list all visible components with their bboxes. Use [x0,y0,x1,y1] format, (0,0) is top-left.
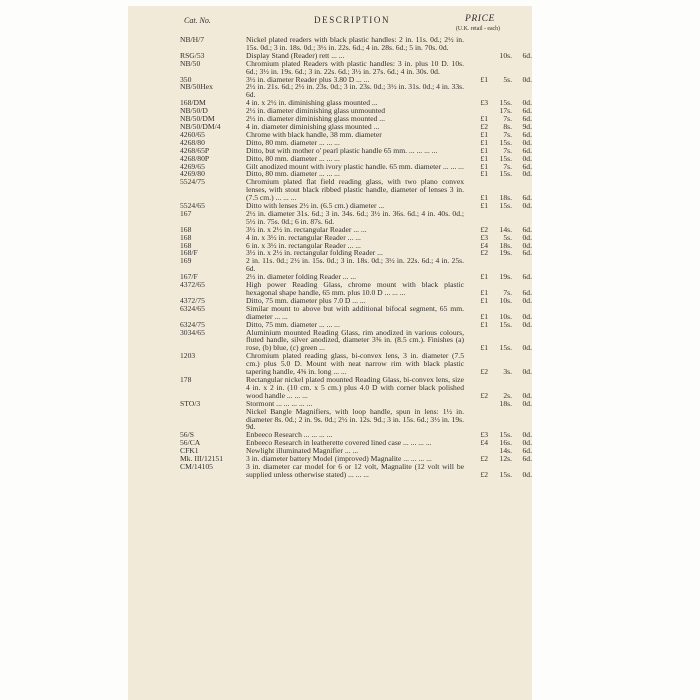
price-pounds: £1 [480,169,488,179]
price-shillings: 7s. [503,129,512,139]
cat-no-cell: NB/H/7 [180,35,205,44]
price-cell [466,297,532,305]
price-pounds: £1 [480,153,488,163]
price-pence: 0d. [522,438,532,448]
price-pounds: £3 [480,98,488,108]
price-shillings: 14s. [499,446,512,456]
column-header [128,6,532,36]
price-shillings: 10s. [499,50,512,60]
description-cell: Ditto, 75 mm. diameter plus 7.0 D ... ... [246,295,366,305]
price-pence: 0d. [522,201,532,211]
cat-no-cell: 5524/65 [180,201,205,211]
description-heading: DESCRIPTION [314,15,391,25]
price-pounds: £1 [480,288,488,297]
cat-no-cell: 1203 [180,351,196,361]
description-cell: 4 in. x 3½ in. rectangular Reader ... ... [246,232,361,242]
description-cell: 2½ in. diameter 31s. 6d.; 3 in. 34s. 6d.; 3½ in. 36s. 6d.; 4 in. 40s. 0d.; 5½ in. 75s. 0d.; 6 in. 87s. 6d. [246,208,464,226]
description-cell: 2 in. 11s. 0d.; 2½ in. 15s. 0d.; 3 in. 18s. 0d.; 3½ in. 22s. 6d.; 4 in. 25s. 6d. [246,256,464,274]
price-pence: 0d. [522,469,532,479]
cat-no-cell: 4372/65 [180,280,205,290]
price-pence: 0d. [522,74,532,84]
description-cell: 3½ in. x 2½ in. rectangular Reader ... ... [246,224,367,234]
price-cell [466,170,532,178]
price-cell [466,52,532,60]
price-shillings: 19s. [499,272,512,282]
price-shillings: 5s. [503,232,512,242]
price-pounds: £1 [480,343,488,353]
price-pounds: £1 [480,137,488,147]
cat-no-cell: Mk. III/12151 [180,454,224,464]
price-shillings: 19s. [499,248,512,258]
price-shillings: 7s. [503,288,512,297]
cat-no-cell: 167 [180,208,192,218]
cat-no-cell: 168/DM [180,98,206,108]
description-cell: Ditto, 80 mm. diameter ... ... ... [246,153,340,163]
price-pounds: £1 [480,114,488,124]
table-row [128,83,532,99]
price-pence: 0d. [522,430,532,440]
price-pence: 6d. [522,248,532,258]
price-pence: 6d. [522,224,532,234]
price-pounds: £4 [480,438,488,448]
description-cell: 3½ in. diameter Reader plus 3.80 D ... ... [246,74,370,84]
price-pounds: £3 [480,232,488,242]
price-cell [466,76,532,84]
price-pence: 0d. [522,240,532,250]
price-cell [466,471,532,479]
price-shillings: 15s. [499,430,512,440]
price-shillings: 2s. [503,390,512,400]
price-shillings: 15s. [499,137,512,147]
price-pounds: £1 [480,319,488,329]
price-pence: 0d. [522,137,532,147]
description-cell: 4 in. x 2½ in. diminishing glass mounted ... [246,98,378,108]
price-pence: 6d. [522,114,532,124]
cat-no-cell: 4268/80 [180,137,205,147]
price-pounds: £1 [480,145,488,155]
price-shillings: 17s. [499,106,512,116]
price-pounds: £1 [480,74,488,84]
price-shillings: 18s. [499,240,512,250]
cat-no-cell: RSG/53 [180,50,205,60]
cat-no-cell: 4269/80 [180,169,205,179]
price-pence: 0d. [522,153,532,163]
description-cell: Ditto, 80 mm. diameter ... ... ... [246,137,340,147]
price-pence: 6d. [522,272,532,282]
description-cell: Chromium plated flat field reading glass, with two plano convex lenses, with stout black ribbed plastic handle, diameter of lenses 3 in. (7.5 cm.) ... ... ... [246,177,464,203]
price-shillings: 5s. [503,74,512,84]
price-pounds: £2 [480,469,488,479]
price-heading: PRICE [465,14,495,24]
price-shillings: 16s. [499,438,512,448]
price-pence: 6d. [522,129,532,139]
cat-no-cell: NB/50 [180,58,201,68]
price-pence: 6d. [522,288,532,297]
description-cell: Newlight illuminated Magnifier ... ... [246,446,359,456]
price-pence: 0d. [522,98,532,108]
description-cell: Gilt anodized mount with ivory plastic handle. 65 mm. diameter ... ... ... [246,161,464,171]
price-shillings: 15s. [499,469,512,479]
price-shillings: 7s. [503,145,512,155]
price-shillings: 15s. [499,169,512,179]
price-pence: 6d. [522,193,532,203]
cat-no-cell: 350 [180,74,192,84]
price-cell [466,321,532,329]
description-cell: Enbeeco Research in leatherette covered lined case ... ... ... ... [246,438,432,448]
price-pounds [466,400,488,408]
catalogue-page [128,6,532,700]
price-pence: 9d. [522,121,532,131]
price-shillings: 15s. [499,153,512,163]
description-cell: 6 in. x 3½ in. rectangular Reader ... ... [246,240,361,250]
price-pounds: £2 [480,248,488,258]
price-shillings: 15s. [499,343,512,353]
description-cell: 3½ in. x 2½ in. rectangular folding Reader ... [246,248,383,258]
cat-no-cell: 6324/75 [180,319,205,329]
table-row [128,352,532,376]
price-pence: 0d. [522,367,532,377]
cat-no-cell: 6324/65 [180,303,205,313]
table-row [128,257,532,273]
cat-no-cell: 4269/65 [180,161,205,171]
price-pence: 6d. [522,446,532,456]
cat-no-cell: 5524/75 [180,177,205,187]
cat-no-cell: 4260/65 [180,129,205,139]
description-cell: 2½ in. diameter diminishing glass mounted ... [246,114,385,124]
table-row [128,281,532,297]
description-cell: 3 in. diameter car model for 6 or 12 volt, Magnalite (12 volt will be supplied unless otherwise stated) ... ... ... [246,461,464,479]
description-cell: Chromium plated reading glass, bi-convex lens, 3 in. diameter (7.5 cm.) plus 5.0 D. Mount with neat narrow rim with black plastic tapering handle, 4⅝ in. long ... ... [246,351,464,377]
table-row [128,408,532,432]
price-shillings: 3s. [503,367,512,377]
cat-no-cell: 169 [180,256,192,266]
cat-no-heading: Cat. No. [184,16,211,25]
description-cell: Ditto, but with mother o' pearl plastic handle 65 mm. ... ... ... ... [246,145,438,155]
description-cell: 2½ in. 21s. 6d.; 2½ in. 23s. 0d.; 3 in. 23s. 0d.; 3½ in. 31s. 0d.; 4 in. 33s. 6d. [246,82,464,100]
description-cell: Chrome with black handle, 38 mm. diameter [246,129,382,139]
cat-no-cell: 168 [180,240,192,250]
price-pounds: £2 [480,121,488,131]
price-shillings: 7s. [503,114,512,124]
price-pounds [466,52,488,60]
cat-no-cell: 4372/75 [180,295,205,305]
price-shillings: 18s. [499,193,512,203]
cat-no-cell: 56/CA [180,438,201,448]
description-cell: 2½ in. diameter folding Reader ... ... [246,272,357,282]
description-cell: 3 in. diameter battery Model (improved) Magnalite ... ... ... ... [246,454,432,464]
price-pounds: £1 [480,295,488,305]
description-cell: Ditto, 75 mm. diameter ... ... ... [246,319,340,329]
description-cell: Nickel Bangle Magnifiers, with loop handle, spun in lens: 1½ in. diameter 8s. 0d.; 2 in. 9s. 0d.; 2½ in. 12s. 9d.; 3 in. 15s. 6d.; 3½ in. 19s. 9d. [246,406,464,432]
description-cell: Ditto with lenses 2½ in. (6.5 cm.) diameter ... [246,201,385,211]
description-cell: Aluminium mounted Reading Glass, rim anodized in various colours, fluted handle, silver anodized, diameter 3⅜ in. (8.5 cm.). Finishes (a) rose, (b) blue, (c) green ... [246,327,464,353]
price-shillings: 15s. [499,319,512,329]
price-shillings: 12s. [499,454,512,464]
price-pence: 0d. [522,343,532,353]
description-cell: Nickel plated readers with black plastic handles: 2 in. 11s. 0d.; 2½ in. 15s. 0d.; 3 in. 18s. 0d.; 3½ in. 22s. 6d.; 4 in. 28s. 6d.; 5 in. 70s. 0d. [246,35,464,52]
price-pence: 6d. [522,50,532,60]
price-pounds: £1 [480,161,488,171]
price-pounds: £1 [480,201,488,211]
price-pounds: £1 [480,193,488,203]
price-pence: 0d. [522,319,532,329]
table-row [128,36,532,52]
description-cell: Chromium plated Readers with plastic handles: 3 in. plus 10 D. 10s. 6d.; 3½ in. 19s. 6d.; 3 in. 22s. 6d.; 3½ in. 27s. 6d.; 4 in. 30s. 0d. [246,58,464,76]
price-cell [466,400,532,408]
price-pence: 6d. [522,106,532,116]
price-shillings: 15s. [499,98,512,108]
price-cell [466,344,532,352]
price-pence: 0d. [522,390,532,400]
price-cell [466,273,532,281]
price-pounds: £2 [480,454,488,464]
description-cell: High power Reading Glass, chrome mount with black plastic hexagonal shape handle, 65 mm. plus 10.0 D ... ... ... [246,280,464,297]
cat-no-cell: 4268/80P [180,153,210,163]
description-cell: Rectangular nickel plated mounted Reading Glass, bi-convex lens, size 4 in. x 2 in. (10 cm. x 5 cm.) plus 4.0 D with corner black polished wood handle ... ... ... [246,374,464,400]
description-cell: 2½ in. diameter diminishing glass unmounted [246,106,385,116]
cat-no-cell: 167/F [180,272,198,282]
cat-no-cell: 168/F [180,248,198,258]
description-cell: Enbeeco Research ... ... ... ... [246,430,333,440]
price-pounds: £3 [480,430,488,440]
price-pounds: £1 [480,129,488,139]
cat-no-cell [180,408,232,432]
cat-no-cell: 4268/65P [180,145,210,155]
price-shillings: 8s. [503,121,512,131]
cat-no-cell: NB/50/D [180,106,208,116]
price-pence: 0d. [522,311,532,321]
description-cell: Ditto, 80 mm. diameter ... ... ... [246,169,340,179]
cat-no-cell: 56/S [180,430,194,440]
price-pence: 6d. [522,145,532,155]
price-pounds: £2 [480,224,488,234]
cat-no-cell: NB/50Hex [180,82,213,92]
table-row [128,329,532,353]
price-pounds: £2 [480,390,488,400]
price-cell [466,368,532,376]
cat-no-cell: CM/14105 [180,461,213,471]
price-shillings: 7s. [503,161,512,171]
cat-no-cell: CFK1 [180,446,199,456]
cat-no-cell: 3034/65 [180,327,205,337]
price-pounds: £1 [480,272,488,282]
table-row [128,305,532,321]
table-row [128,60,532,76]
price-pounds: £1 [480,311,488,321]
table-row [128,178,532,202]
price-shillings: 14s. [499,224,512,234]
table-row [128,376,532,400]
description-cell: Display Stand (Reader) rett ... ... [246,50,345,60]
table-row [128,463,532,479]
price-pounds: £2 [480,367,488,377]
cat-no-cell: 168 [180,232,192,242]
description-cell: Similar mount to above but with additional bifocal segment, 65 mm. diameter ... ... [246,303,464,321]
price-pence: 0d. [522,169,532,179]
price-shillings: 15s. [499,201,512,211]
price-shillings: 10s. [499,311,512,321]
cat-no-cell: NB/50/DM/4 [180,121,221,131]
price-cell [466,455,532,463]
price-pence: 0d. [522,398,532,408]
price-shillings: 18s. [499,398,512,408]
cat-no-cell: NB/50/DM [180,114,215,124]
price-pounds: £4 [480,240,488,250]
price-pence: 0d. [522,295,532,305]
price-shillings: 10s. [499,295,512,305]
price-cell [466,202,532,210]
price-pence: 6d. [522,454,532,464]
price-note: (U.K. retail - each) [456,26,500,32]
price-pence: 0d. [522,232,532,242]
price-cell [466,249,532,257]
cat-no-cell: 178 [180,374,192,384]
catalogue-list [128,36,532,479]
price-pence: 6d. [522,161,532,171]
cat-no-cell: 168 [180,224,192,234]
cat-no-cell: STO/3 [180,398,201,408]
description-cell: 4 in. diameter diminishing glass mounted ... [246,121,380,131]
table-row [128,210,532,226]
description-cell: Stormont ... ... ... ... ... [246,398,313,408]
